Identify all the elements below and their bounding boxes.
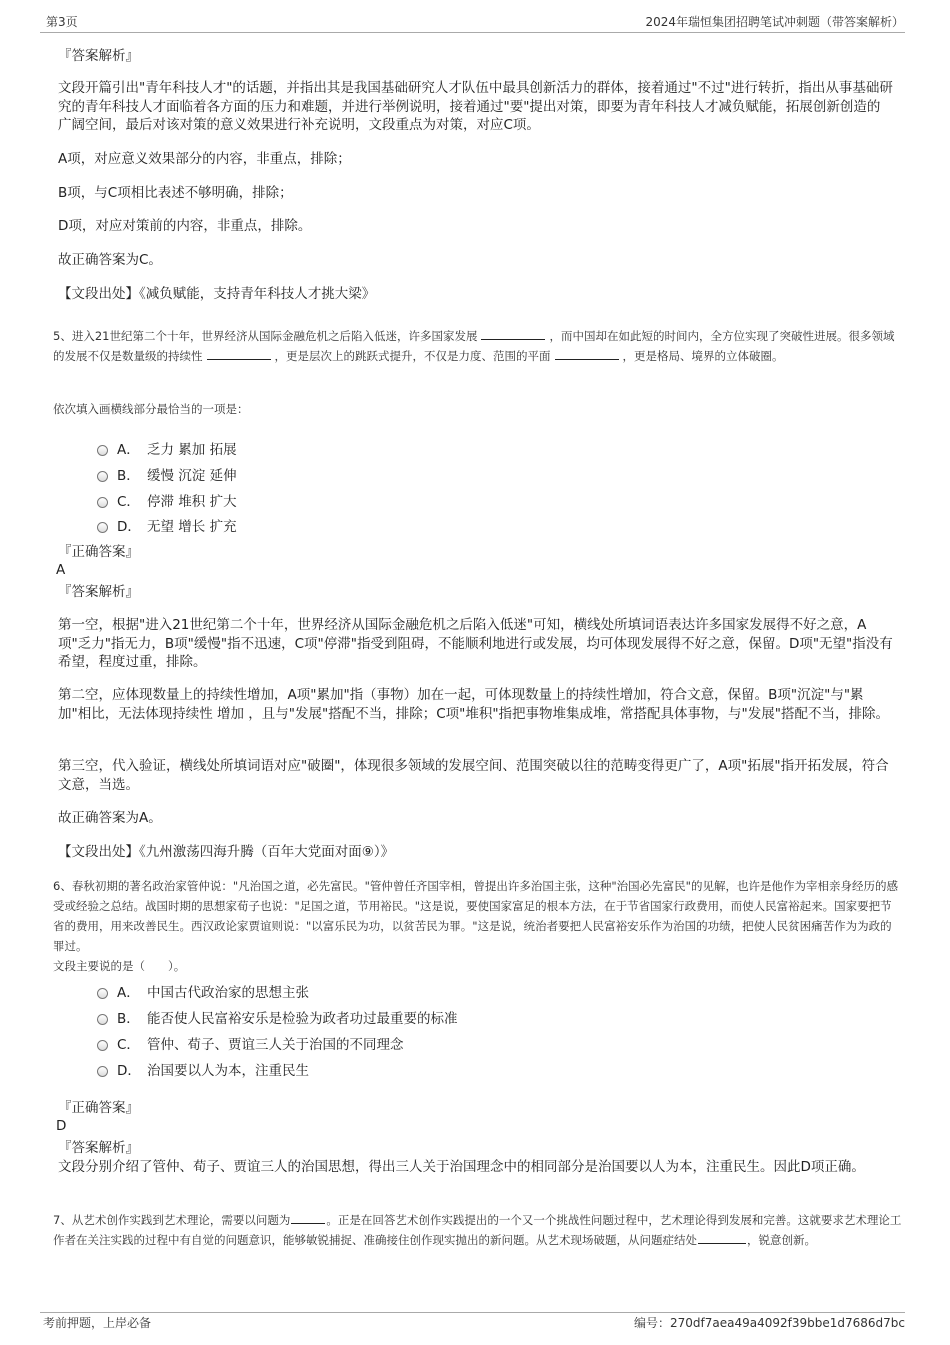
source: 【文段出处】《减负赋能，支持青年科技人才挑大梁》 [58,286,376,302]
option-a[interactable] [97,438,237,458]
correct-answer-label: 『正确答案』 [58,544,139,560]
document-title: 2024年瑞恒集团招聘笔试冲刺题（带答案解析） [645,15,904,29]
radio-icon[interactable] [97,1040,108,1051]
radio-icon[interactable] [97,445,108,456]
analysis-label: 『答案解析』 [58,48,139,64]
correct-answer: D [56,1118,67,1134]
question-text: 。正是在回答艺术创作实践提出的一个又一个挑战性问题过程中，艺术理论得到发展和完善。这就要求艺术理论工作者在关注实践的过程中有自觉的问题意识，能够敏锐捕捉、准确接住创作现实抛出的新问题。从艺术现场破题，从问题症结处 [53,1213,902,1247]
option-text: 缓慢 沉淀 延伸 [147,468,237,484]
option-b[interactable] [97,1007,458,1027]
option-d[interactable] [97,1059,309,1079]
option-text: 中国古代政治家的思想主张 [147,985,309,1001]
question-text: ，锐意创新。 [747,1233,816,1247]
footer-slogan: 考前押题，上岸必备 [43,1316,152,1330]
footer-divider [40,1312,905,1313]
question-text: ，更是层次上的跳跃式提升，不仅是力度、范围的平面 [274,348,551,363]
blank [698,1231,746,1244]
option-text: 停滞 堆积 扩大 [147,494,237,510]
blank [555,347,619,360]
header-divider [40,32,905,33]
footer-serial: 编号：270df7aea49a4092f39bbe1d7686d7bc [633,1316,905,1330]
option-letter: B． [117,1011,140,1027]
analysis-label: 『答案解析』 [58,1140,139,1156]
question-text: ，更是格局、境界的立体破圈。 [622,348,784,363]
analysis-option-b: B项，与C项相比表述不够明确，排除； [58,185,293,201]
radio-icon[interactable] [97,497,108,508]
analysis-paragraph-1: 第一空，根据"进入21世纪第二个十年，世界经济从国际金融危机之后陷入低迷"可知，横线处所填词语表达许多国家发展得不好之意，A项"乏力"指无力，B项"缓慢"指不迅速，C项"停滞"指受到阻碍，不能顺利地进行或发展，均可体现发展得不好之意，保留。D项"无望"指没有希望，程度过重，排除。 [58,617,893,670]
option-text: 治国要以人为本，注重民生 [147,1063,309,1079]
option-a[interactable] [97,981,309,1001]
conclusion: 故正确答案为A。 [58,810,162,826]
analysis-option-a: A项，对应意义效果部分的内容，非重点，排除； [58,151,351,167]
radio-icon[interactable] [97,988,108,999]
source: 【文段出处】《九州激荡四海升腾（百年大党面对面⑨）》 [58,844,395,860]
analysis-paragraph-2: 第二空，应体现数量上的持续性增加，A项"累加"指（事物）加在一起，可体现数量上的持续性增加，符合文意，保留。B项"沉淀"与"累加"相比，无法体现持续性 增加 ，且与"发展"搭配不当，排除；C项"堆积"指把事物堆集成堆，常搭配具体事物，与"发展"搭配不当，排除。 [58,687,889,722]
radio-icon[interactable] [97,471,108,482]
correct-answer-label: 『正确答案』 [58,1100,139,1116]
radio-icon[interactable] [97,1014,108,1025]
option-letter: A． [117,985,140,1001]
blank [291,1211,325,1224]
question-6: 6、春秋初期的著名政治家管仲说："凡治国之道，必先富民。"管仲曾任齐国宰相，曾提出许多治国主张，这种"治国必先富民"的见解，也许是他作为宰相亲身经历的感受或经验之总结。战国时期的思想家荀子也说："足国之道，节用裕民。"这是说，要使国家富足的根本方法，在于节省国家行政费用，而使人民富裕起来。国家要把节省的费用，用来改善民生。西汉政论家贾谊则说："以富乐民为功，以贫苦民为罪。"这是说，统治者要把人民富裕安乐作为治国的功绩，把使人民贫困痛苦作为为政的罪过。 [53,879,898,953]
question-text: ，而中国却在如此短的时间内，全方位实现了突破性进展。很多领域的发展不仅是数量级的持续性 [53,329,895,363]
question-text: 5、进入21世纪第二个十年，世界经济从国际金融危机之后陷入低迷，许多国家发展 [53,329,478,343]
analysis-text: 文段开篇引出"青年科技人才"的话题，并指出其是我国基础研究人才队伍中最具创新活力的群体，接着通过"不过"进行转折，指出从事基础研究的青年科技人才面临着各方面的压力和难题，并进行举例说明，接着通过"要"提出对策，即要为青年科技人才减负赋能，拓展创新创造的广阔空间，最后对该对策的意义效果进行补充说明，文段重点为对策，对应C项。 [58,80,893,133]
question-prompt: 文段主要说的是（ ）。 [53,959,186,973]
blank [207,347,271,360]
question-text: 7、从艺术创作实践到艺术理论，需要以问题为 [53,1213,291,1227]
analysis-paragraph-3: 第三空，代入验证，横线处所填词语对应"破圈"，体现很多领域的发展空间、范围突破以往的范畴变得更广了，A项"拓展"指开拓发展，符合文意，当选。 [58,758,889,793]
option-text: 无望 增长 扩充 [147,519,237,535]
option-letter: D． [117,1063,141,1079]
option-c[interactable] [97,490,237,510]
option-b[interactable] [97,464,237,484]
question-prompt: 依次填入画横线部分最恰当的一项是： [53,402,249,416]
page-number: 第3页 [46,15,78,29]
option-text: 乏力 累加 拓展 [147,442,237,458]
correct-answer: A [56,562,66,578]
analysis-label: 『答案解析』 [58,584,139,600]
option-letter: B． [117,468,140,484]
option-letter: D． [117,519,141,535]
option-letter: C． [117,1037,140,1053]
option-d[interactable] [97,515,237,535]
option-c[interactable] [97,1033,404,1053]
analysis-option-d: D项，对应对策前的内容，非重点，排除。 [58,218,312,234]
radio-icon[interactable] [97,522,108,533]
analysis-text: 文段分别介绍了管仲、荀子、贾谊三人的治国思想，得出三人关于治国理念中的相同部分是治国要以人为本，注重民生。因此D项正确。 [58,1159,865,1175]
blank [481,327,545,340]
question-5 [53,327,903,366]
option-letter: A． [117,442,140,458]
option-letter: C． [117,494,140,510]
radio-icon[interactable] [97,1066,108,1077]
question-7 [53,1210,903,1250]
option-text: 管仲、荀子、贾谊三人关于治国的不同理念 [147,1037,404,1053]
option-text: 能否使人民富裕安乐是检验为政者功过最重要的标准 [147,1011,458,1027]
conclusion: 故正确答案为C。 [58,252,162,268]
